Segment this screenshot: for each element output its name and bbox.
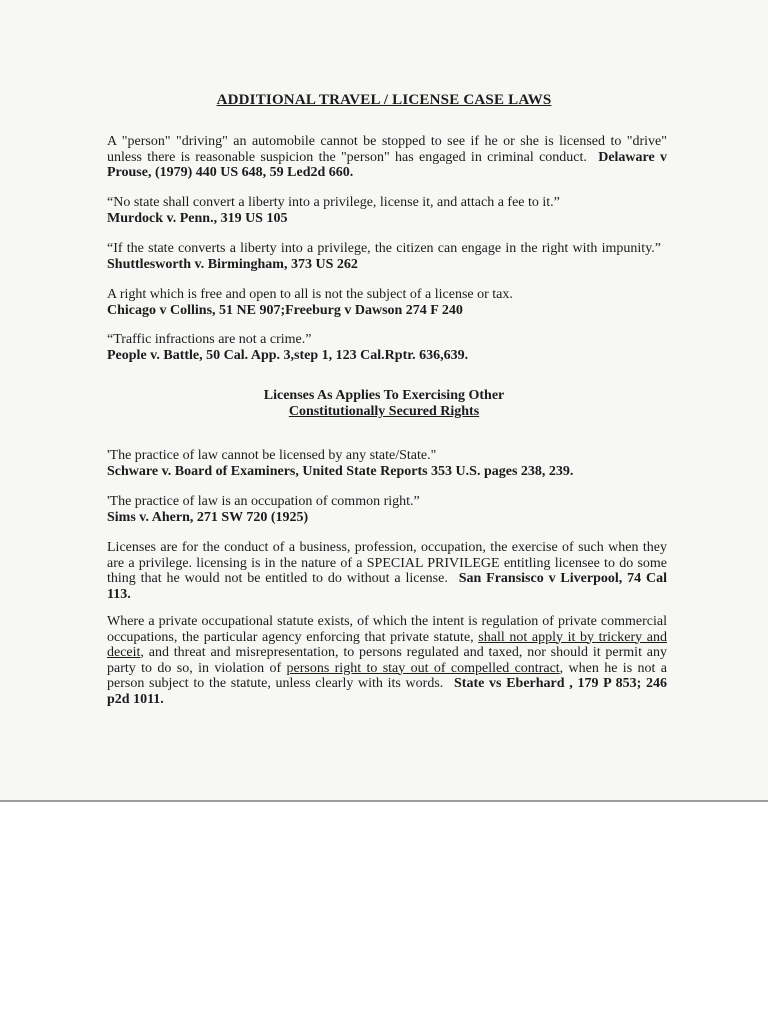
paragraph-schware xyxy=(107,448,667,479)
case-citation: People v. Battle, 50 Cal. App. 3,step 1, 123 Cal.Rptr. 636,639. xyxy=(107,347,469,363)
case-citation: Chicago v Collins, 51 NE 907;Freeburg v Dawson 274 F 240 xyxy=(107,302,463,318)
paragraph-text: “Traffic infractions are not a crime.” xyxy=(107,332,312,347)
case-citation: Sims v. Ahern, 271 SW 720 (1925) xyxy=(107,509,309,525)
case-citation: Murdock v. Penn., 319 US 105 xyxy=(107,210,288,226)
case-citation: Schware v. Board of Examiners, United State Reports 353 U.S. pages 238, 239. xyxy=(107,463,574,479)
section-heading-subline: Constitutionally Secured Rights xyxy=(288,404,480,419)
paragraph-text: A "person" "driving" an automobile cannot be stopped to see if he or she is licensed to "drive" unless there is reasonable suspicion the "person" has engaged in criminal conduct. xyxy=(107,134,667,165)
paragraph-text: “No state shall convert a liberty into a privilege, license it, and attach a fee to it.” xyxy=(107,195,560,210)
underlined-phrase: persons right to stay out of compelled contract xyxy=(286,660,560,676)
paragraph-delaware xyxy=(107,134,667,181)
paragraph-text: “If the state converts a liberty into a privilege, the citizen can engage in the right with impunity.” xyxy=(107,241,661,256)
paragraph-text: 'The practice of law is an occupation of common right.” xyxy=(107,494,420,509)
paragraph-text: Where a private occupational statute exists, of which the intent is regulation of private commercial occupations, the particular agency enforcing that private statute, xyxy=(107,614,667,645)
paragraph-text: 'The practice of law cannot be licensed by any state/State." xyxy=(107,448,437,463)
paragraph-text: A right which is free and open to all is not the subject of a license or tax. xyxy=(107,287,513,302)
blank-scan-area xyxy=(0,802,768,1024)
case-citation: San Fransisco v Liverpool, 74 Cal 113. xyxy=(107,571,667,602)
paragraph-eberhard xyxy=(107,614,667,707)
underlined-phrase: shall not apply it by trickery and deceit xyxy=(107,629,667,660)
paragraph-san-fransisco xyxy=(107,540,667,602)
paragraph-sims xyxy=(107,494,667,525)
case-citation: State vs Eberhard , 179 P 853; 246 p2d 1011. xyxy=(107,676,668,707)
case-citation: Shuttlesworth v. Birmingham, 373 US 262 xyxy=(107,256,358,272)
document-title: ADDITIONAL TRAVEL / LICENSE CASE LAWS xyxy=(216,92,552,108)
paragraph-text: , and threat and misrepresentation, to persons regulated and taxed, nor should it permit any party to do so, in violation of xyxy=(107,645,667,676)
section-heading-line: Licenses As Applies To Exercising Other xyxy=(263,388,505,403)
paragraph-text: , when he is not a person subject to the statute, unless clearly with its words. xyxy=(107,660,667,691)
case-citation: Delaware v Prouse, (1979) 440 US 648, 59 Led2d 660. xyxy=(107,149,668,180)
paragraph-shuttlesworth xyxy=(107,241,667,272)
paragraph-murdock xyxy=(107,195,667,226)
paragraph-chicago xyxy=(107,287,667,318)
paragraph-people-battle xyxy=(107,332,667,363)
paragraph-text: Licenses are for the conduct of a business, profession, occupation, the exercise of such when they are a privilege. licensing is in the nature of a SPECIAL PRIVILEGE entitling licensee to do some thing that he would not be entitled to do without a license. xyxy=(107,540,667,586)
section-heading xyxy=(0,388,768,420)
